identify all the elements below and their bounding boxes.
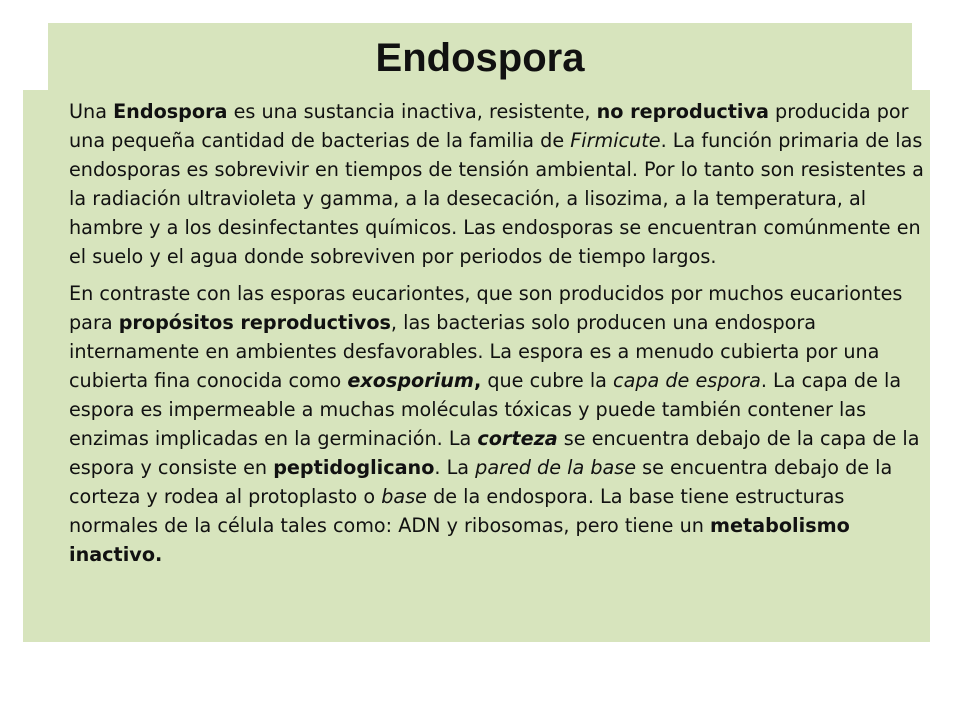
term-firmicute: Firmicute [570,129,661,153]
p2-text-3: que cubre la [481,368,614,392]
paragraph-2 [69,279,925,570]
p2-text-1: En contraste con las esporas eucariontes, que son producidos por muchos eucariontes para [69,281,903,334]
p2-text-7: se encuentra debajo de la corteza y rodea al protoplasto o [69,456,893,509]
p1-text-1: Una [69,100,114,123]
term-exosporium-italic: exosporium [347,368,474,392]
p2-bold-comma: , [473,368,482,392]
term-corteza [477,427,557,450]
p1-text-4: . La función primaria de las endosporas es sobrevivir en tiempos de tensión ambiental. Por lo tanto son resistentes a la radiación ultravioleta y gamma, a la desecación, a lisozima, a la temperatura, al hambre y a los desinfectantes químicos. Las endosporas se encuentran comúnmente en el suelo y el agua donde sobreviven por periodos de tiempo largos. [69,129,924,269]
term-endospora: Endospora [113,100,228,123]
p2-text-5: se encuentra debajo de la capa de la espora y consiste en [69,427,920,480]
term-exosporium [347,369,474,392]
term-metabolismo-inactivo: metabolismo inactivo. [69,514,850,567]
term-capa-de-espora: capa de espora [613,368,761,392]
p2-text-8: de la endospora. La base tiene estructuras normales de la célula tales como: ADN y ribosomas, pero tiene un [69,485,845,538]
term-peptidoglicano: peptidoglicano [273,456,435,480]
slide-title: Endospora [375,36,585,80]
p1-text-2: es una sustancia inactiva, resistente, [227,100,597,123]
term-corteza-italic: corteza [477,427,558,451]
body-text [69,97,925,570]
p2-text-4: . La capa de la espora es impermeable a muchas moléculas tóxicas y puede también contener las enzimas implicadas en la germinación. La [69,368,902,451]
p2-text-6: . La [434,456,476,480]
paragraph-1 [69,97,925,272]
p1-text-3: producida por una pequeña cantidad de bacterias de la familia de [69,100,909,153]
term-propositos-reproductivos: propósitos reproductivos [118,310,391,334]
p2-text-2: , las bacterias solo producen una endospora internamente en ambientes desfavorables. La espora es a menudo cubierta por una cubierta fina conocida como [69,310,880,392]
term-no-reproductiva: no reproductiva [596,100,769,123]
term-pared-de-la-base: pared de la base [475,456,637,480]
term-base: base [381,485,427,509]
